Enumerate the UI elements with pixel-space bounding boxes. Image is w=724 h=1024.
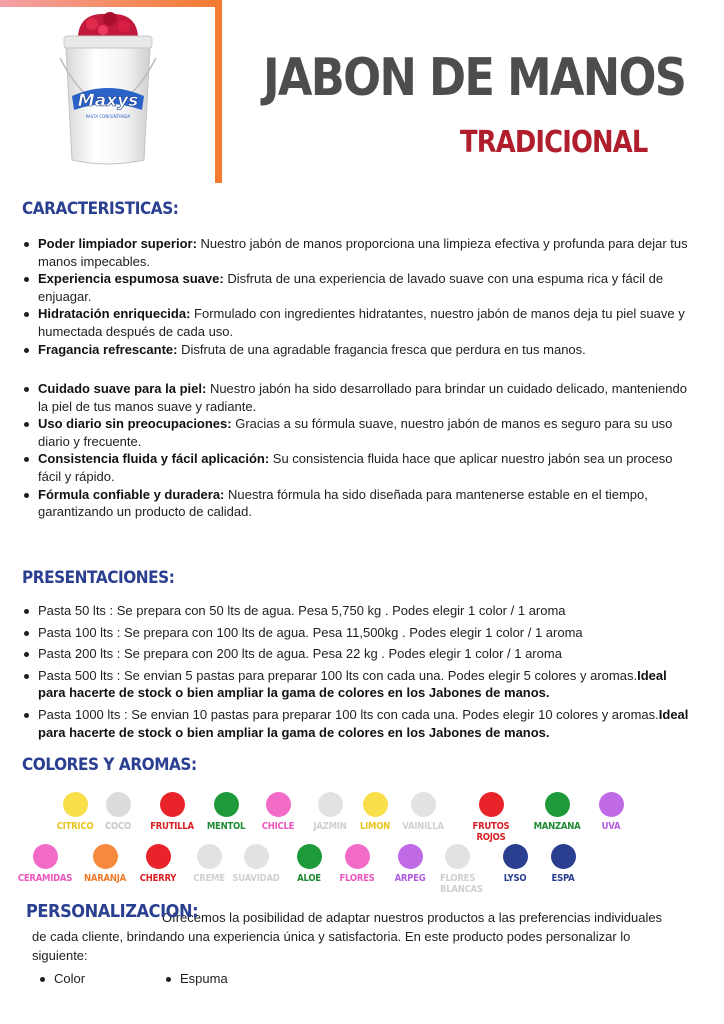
presentation-item bbox=[22, 706, 692, 741]
color-dot bbox=[479, 792, 504, 817]
color-dot bbox=[411, 792, 436, 817]
feature-item bbox=[22, 415, 692, 450]
personalization-option: Espuma bbox=[164, 970, 284, 988]
color-label: FRUTOS ROJOS bbox=[472, 821, 510, 843]
color-dot bbox=[106, 792, 131, 817]
color-dot bbox=[160, 792, 185, 817]
feature-description: Su consistencia fluida hace que aplicar nuestro jabón sea un proceso fácil y rápido. bbox=[38, 451, 673, 484]
feature-item bbox=[22, 486, 692, 521]
color-swatch-item bbox=[523, 844, 603, 884]
color-label: CHICLE bbox=[261, 821, 295, 832]
color-dot bbox=[545, 792, 570, 817]
color-label: UVA bbox=[601, 821, 621, 832]
color-label: VAINILLA bbox=[402, 821, 444, 832]
presentation-highlight: Ideal para hacerte de stock o bien ampliar la gama de colores en los Jabones de manos. bbox=[38, 667, 667, 701]
presentation-item bbox=[22, 667, 692, 702]
feature-item bbox=[22, 450, 692, 485]
header-accent-bar bbox=[0, 0, 222, 7]
feature-term: Hidratación enriquecida: bbox=[38, 306, 191, 322]
color-label: CREME bbox=[193, 873, 225, 884]
colors-heading: COLORES Y AROMAS: bbox=[22, 755, 197, 775]
personalization-option-2-list bbox=[164, 970, 284, 988]
presentation-item bbox=[22, 624, 692, 642]
features-list-1 bbox=[22, 235, 692, 358]
features-heading: CARACTERISTICAS: bbox=[22, 199, 179, 219]
product-tag-text: PASTA CONCENTRADA bbox=[85, 114, 131, 119]
presentations-heading: PRESENTACIONES: bbox=[22, 568, 175, 588]
presentation-text: Pasta 50 lts : Se prepara con 50 lts de agua. Pesa 5,750 kg . Podes elegir 1 color / 1 aroma bbox=[38, 603, 566, 618]
color-dot bbox=[146, 844, 171, 869]
feature-description: Gracias a su fórmula suave, nuestro jabón de manos es seguro para su uso diario y frecuente. bbox=[38, 416, 673, 449]
feature-term: Poder limpiador superior: bbox=[38, 236, 197, 251]
feature-term: Consistencia fluida y fácil aplicación: bbox=[38, 451, 270, 467]
feature-term: Experiencia espumosa suave: bbox=[38, 271, 224, 287]
color-label: NARANJA bbox=[84, 873, 126, 884]
personalization-description: Ofrecemos la posibilidad de adaptar nuestros productos a las preferencias individuales de cada cliente, brindando una experiencia única y satisfactoria. En este producto podes personalizar lo siguiente: bbox=[32, 910, 663, 963]
color-label: LYSO bbox=[503, 873, 527, 884]
presentation-item bbox=[22, 602, 692, 620]
color-dot bbox=[33, 844, 58, 869]
page-subtitle: TRADICIONAL bbox=[460, 125, 648, 160]
presentation-item bbox=[22, 645, 692, 663]
feature-description: Disfruta de una experiencia de lavado suave con una espuma rica y fácil de enjuagar. bbox=[38, 271, 664, 304]
header-accent-line bbox=[215, 0, 222, 183]
color-dot bbox=[244, 844, 269, 869]
color-label: FRUTILLA bbox=[150, 821, 194, 832]
feature-item bbox=[22, 235, 692, 270]
color-label: MANZANA bbox=[533, 821, 581, 832]
feature-term: Fórmula confiable y duradera: bbox=[38, 486, 225, 502]
personalization-option-1-list bbox=[38, 970, 158, 988]
presentation-text: Pasta 200 lts : Se prepara con 200 lts de agua. Pesa 22 kg . Podes elegir 1 color / 1 aroma bbox=[38, 646, 562, 662]
feature-term: Cuidado suave para la piel: bbox=[38, 381, 207, 396]
presentation-text: Pasta 1000 lts : Se envian 10 pastas para preparar 100 lts con cada una. Podes elegir 10 colores y aromas. bbox=[38, 706, 659, 722]
presentation-text: Pasta 500 lts : Se envian 5 pastas para preparar 100 lts con cada una. Podes elegir 5 colores y aromas. bbox=[38, 667, 638, 683]
color-label: ESPA bbox=[551, 873, 575, 884]
personalization-option: Color bbox=[38, 970, 158, 988]
feature-item bbox=[22, 305, 692, 340]
feature-item bbox=[22, 341, 692, 359]
color-dot bbox=[93, 844, 118, 869]
color-label: COCO bbox=[105, 821, 131, 832]
color-label: MENTOL bbox=[206, 821, 246, 832]
personalization-heading: PERSONALIZACION: bbox=[26, 901, 199, 922]
presentation-text: Pasta 100 lts : Se prepara con 100 lts de agua. Pesa 11,500kg . Podes elegir 1 color / 1 aroma bbox=[38, 624, 583, 640]
color-label: LIMON bbox=[359, 821, 391, 832]
color-label: JAZMIN bbox=[313, 821, 347, 832]
feature-item bbox=[22, 270, 692, 305]
color-label: ARPEG bbox=[394, 873, 426, 884]
feature-description: Disfruta de una agradable fragancia fresca que perdura en tus manos. bbox=[177, 341, 586, 357]
color-dot bbox=[445, 844, 470, 869]
color-dot bbox=[266, 792, 291, 817]
presentations-list bbox=[22, 602, 692, 745]
color-dot bbox=[345, 844, 370, 869]
feature-description: Nuestro jabón de manos proporciona una limpieza efectiva y profunda para dejar tus manos impecables. bbox=[38, 236, 688, 269]
presentation-highlight: Ideal para hacerte de stock o bien ampliar la gama de colores en los Jabones de manos. bbox=[38, 706, 689, 740]
color-label: CHERRY bbox=[139, 873, 177, 884]
feature-description: Formulado con ingredientes hidratantes, nuestro jabón de manos deja tu piel suave y humectada después de cada uso. bbox=[38, 306, 685, 339]
color-label: SUAVIDAD bbox=[232, 873, 280, 884]
features-list-2 bbox=[22, 380, 692, 521]
feature-item bbox=[22, 380, 692, 415]
color-label: CITRICO bbox=[56, 821, 94, 832]
color-dot bbox=[599, 792, 624, 817]
feature-term: Fragancia refrescante: bbox=[38, 341, 178, 357]
product-bucket-image bbox=[58, 10, 158, 170]
feature-term: Uso diario sin preocupaciones: bbox=[38, 416, 232, 432]
brand-logo-text: Maxys bbox=[77, 91, 139, 111]
color-dot bbox=[214, 792, 239, 817]
color-swatch-item bbox=[571, 792, 651, 832]
color-dot bbox=[551, 844, 576, 869]
feature-description: Nuestra fórmula ha sido diseñada para mantenerse estable en el tiempo, garantizando un producto de calidad. bbox=[38, 486, 648, 520]
color-label: FLORES bbox=[339, 873, 375, 884]
page-title: JABON DE MANOS bbox=[263, 48, 686, 108]
color-label: FLORES BLANCAS bbox=[440, 873, 483, 895]
color-label: ALOE bbox=[297, 873, 321, 884]
feature-description: Nuestro jabón ha sido desarrollado para brindar un cuidado delicado, manteniendo la piel de tus manos suave y radiante. bbox=[38, 381, 687, 414]
color-label: CERAMIDAS bbox=[17, 873, 73, 884]
